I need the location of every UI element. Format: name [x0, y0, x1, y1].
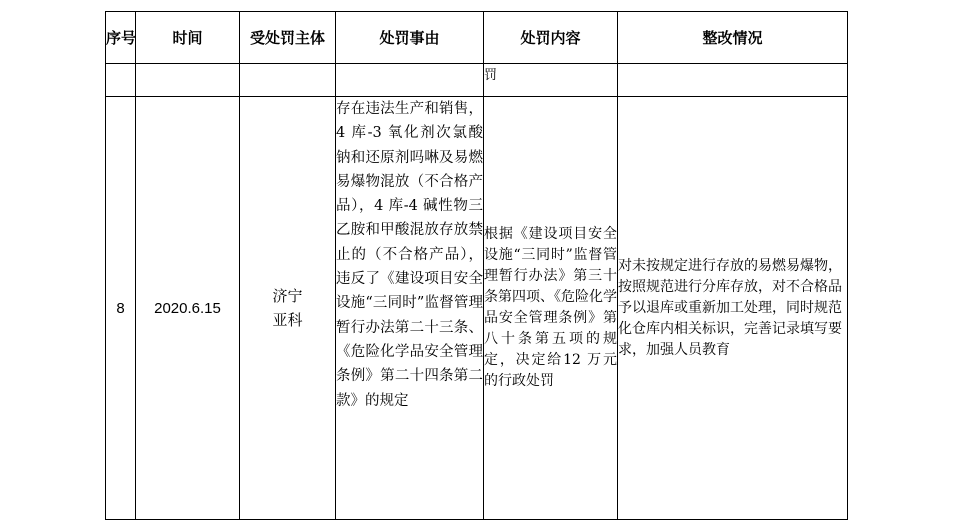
header-row [106, 12, 848, 64]
table-row [106, 97, 848, 520]
cont-date-cell [136, 64, 240, 97]
header-reason: 处罚事由 [336, 12, 484, 64]
header-subject: 受处罚主体 [240, 12, 336, 64]
cont-number-cell [106, 64, 136, 97]
cont-content-cell: 罚 [484, 64, 618, 97]
row-content: 根据《建设项目安全设施“三同时”监督管理暂行办法》第三十条第四项、《危险化学品安全管理条例》第八十条第五项的规定，决定给12 万元的行政处罚 [484, 97, 618, 520]
continuation-row [106, 64, 848, 97]
header-content: 处罚内容 [484, 12, 618, 64]
cont-reason-cell [336, 64, 484, 97]
header-rectification: 整改情况 [618, 12, 848, 64]
header-number: 序号 [106, 12, 136, 64]
header-date: 时间 [136, 12, 240, 64]
row-number: 8 [106, 97, 136, 520]
row-subject: 济宁亚科 [240, 97, 336, 520]
row-reason: 存在违法生产和销售，4 库-3 氧化剂次氯酸钠和还原剂吗啉及易燃易爆物混放（不合格产品），4 库-4 碱性物三乙胺和甲酸混放存放禁止的（不合格产品），违反了《建设项目安全设施“三同时”监督管理暂行办法第二十三条、《危险化学品安全管理条例》第二十四条第二款》的规定 [336, 97, 484, 520]
cont-subject-cell [240, 64, 336, 97]
cont-rectification-cell [618, 64, 848, 97]
row-rectification: 对未按规定进行存放的易燃易爆物，按照规范进行分库存放，对不合格品予以退库或重新加工处理，同时规范化仓库内相关标识，完善记录填写要求，加强人员教育 [618, 97, 848, 520]
penalty-table [105, 11, 848, 520]
row-date: 2020.6.15 [136, 97, 240, 520]
